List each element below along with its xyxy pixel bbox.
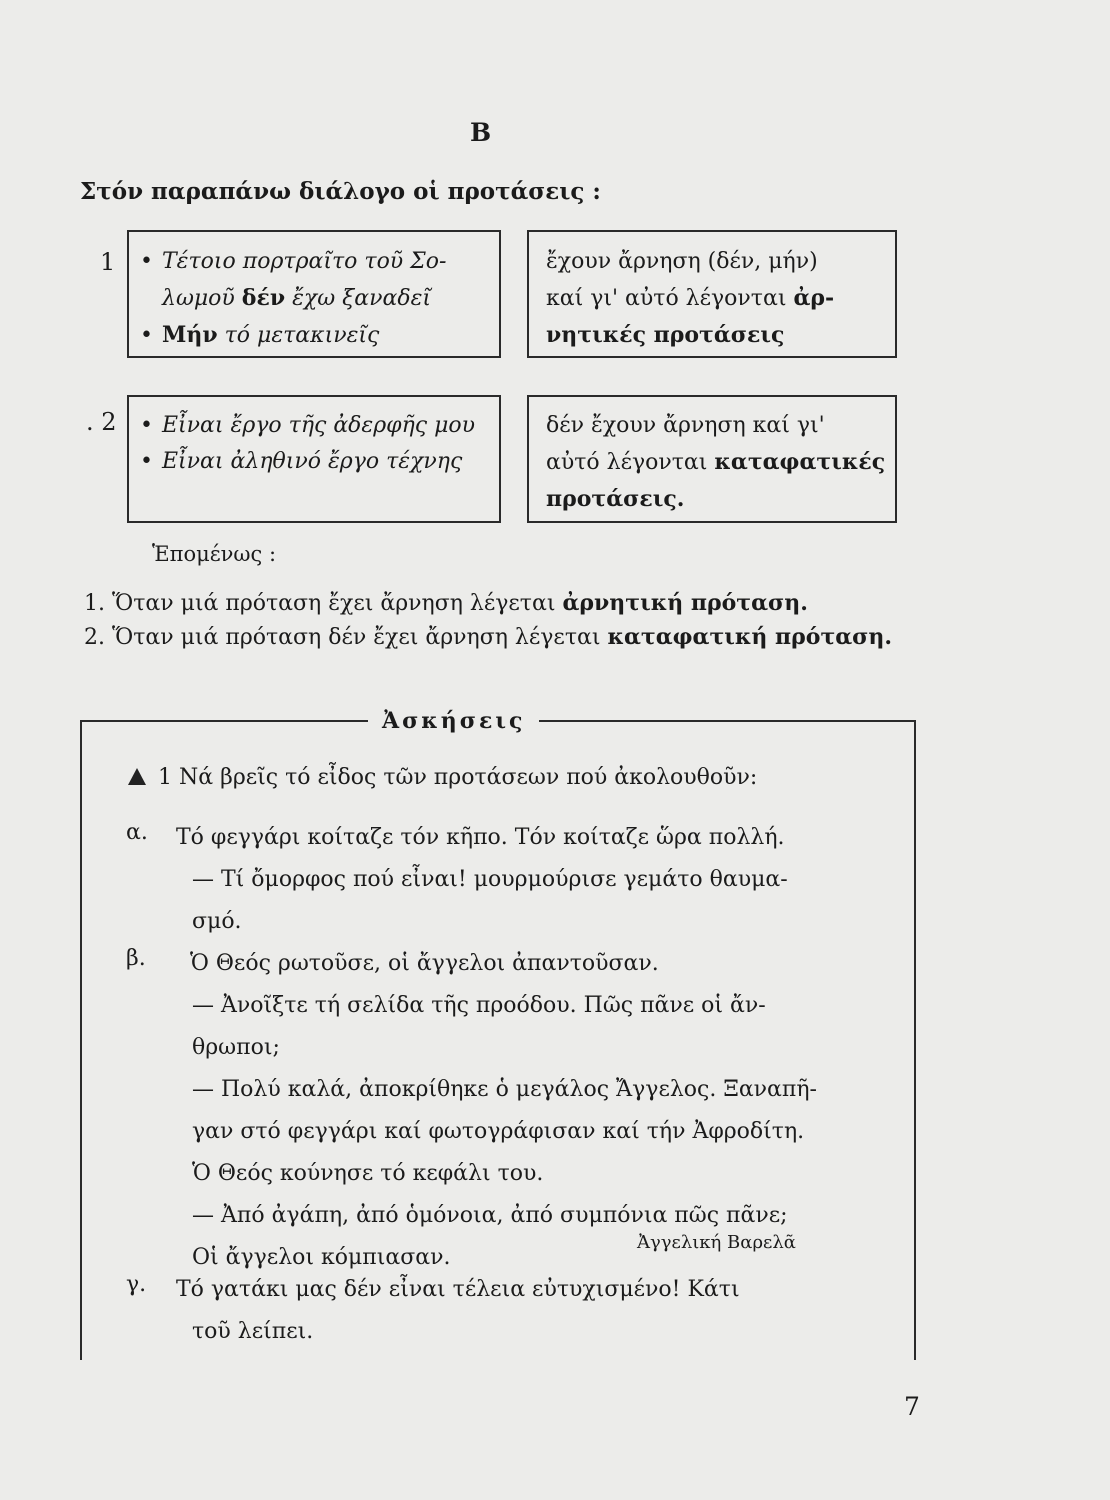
section-letter: Β [470,118,492,147]
exercise-prompt [128,765,757,790]
group1-examples [140,244,446,354]
key-term: ἀρ- [793,285,835,311]
therefore-label: Ἑπομένως : [152,542,277,566]
rule-text: Ὅταν μιά πρόταση ἔχει ἄρνηση λέγεται [112,591,563,616]
exercises-title: Ἀσκήσεις [368,708,539,734]
key-term: προτάσεις. [546,486,685,512]
bullet-icon: • [140,323,153,348]
bullet-icon: • [140,413,153,438]
negation-word: Μήν [162,322,218,348]
group-number: . 2 [86,408,117,436]
rule-line [84,624,892,650]
passage-line: Ὁ Θεός κούνησε τό κεφάλι του. [192,1161,544,1186]
rule-term: ἀρνητική πρόταση. [562,590,808,616]
exercise-number: 1 [158,765,172,790]
explanation-line [546,408,885,444]
passage-line: Τό γατάκι μας δέν εἶναι τέλεια εὐτυχισμένο! Κάτι [176,1277,740,1302]
example-text: Εἶναι ἔργο τῆς ἀδερφῆς μου [162,413,475,438]
bullet-icon: • [140,249,153,274]
group1-explanation [546,244,834,354]
rule-text: Ὅταν μιά πρόταση δέν ἔχει ἄρνηση λέγεται [112,625,608,650]
explanation-text: ἔχουν ἄρνηση (δέν, μήν) [546,249,818,274]
rule-number: 2. [84,625,105,650]
bullet-icon: • [140,449,153,474]
group2-explanation [546,408,885,518]
explanation-text: δέν ἔχουν ἄρνηση καί γι' [546,413,825,438]
passage-line: γαν στό φεγγάρι καί φωτογράφισαν καί τήν Ἀφροδίτη. [192,1119,805,1144]
page-number: 7 [904,1392,920,1421]
explanation-line [546,444,885,481]
explanation-text: αὐτό λέγονται [546,450,715,475]
passage-line: σμό. [192,909,242,934]
passage-line: θρωποι; [192,1035,280,1060]
explanation-text: καί γι' αὐτό λέγονται [546,286,794,311]
explanation-line [546,280,834,317]
rule-term: καταφατική πρόταση. [607,624,893,650]
group2-examples [140,408,475,480]
item-label: γ. [126,1272,147,1297]
passage-line: τοῦ λείπει. [192,1319,314,1344]
example-line [140,408,475,444]
example-line [140,317,446,354]
passage-line: Τό φεγγάρι κοίταζε τόν κῆπο. Τόν κοίταζε ὥρα πολλή. [176,825,785,850]
intro-heading: Στόν παραπάνω διάλογο οἱ προτάσεις : [80,178,601,205]
passage-line: — Ἀπό ἀγάπη, ἀπό ὁμόνοια, ἀπό συμπόνια πῶς πᾶνε; [192,1203,788,1228]
item-label: α. [126,820,148,845]
group-number: 1 [100,248,116,276]
key-term: νητικές προτάσεις [546,322,785,348]
rule-line [84,590,808,616]
example-text: τό μετακινεῖς [217,323,380,348]
passage-line: — Τί ὄμορφος πού εἶναι! μουρμούρισε γεμάτο θαυμα- [192,867,788,892]
example-text: Τέτοιο πορτραῖτο τοῦ Σο- [162,249,447,274]
negation-word: δέν [241,285,286,311]
explanation-line [546,481,885,518]
passage-line: Οἱ ἄγγελοι κόμπιασαν. [192,1245,451,1270]
explanation-line [546,317,834,354]
example-line [140,280,446,317]
passage-line: — Πολύ καλά, ἀποκρίθηκε ὁ μεγάλος Ἄγγελος. Ξαναπῆ- [192,1077,817,1102]
triangle-marker-icon [128,768,146,785]
example-line [140,244,446,280]
explanation-line [546,244,834,280]
passage-line: Ὁ Θεός ρωτοῦσε, οἱ ἄγγελοι ἀπαντοῦσαν. [190,951,659,976]
example-text: Εἶναι ἀληθινό ἔργο τέχνης [162,449,463,474]
example-text: ἔχω ξαναδεῖ [285,286,432,311]
rule-number: 1. [84,591,105,616]
item-label: β. [126,946,146,971]
exercise-prompt-text: Νά βρεῖς τό εἶδος τῶν προτάσεων πού ἀκολουθοῦν: [179,765,758,790]
author-name: Ἀγγελική Βαρελᾶ [637,1232,796,1253]
passage-line: — Ἀνοῖξτε τή σελίδα τῆς προόδου. Πῶς πᾶνε οἱ ἄν- [192,993,766,1018]
example-text: λωμοῦ [162,286,242,311]
example-line [140,444,475,480]
key-term: καταφατικές [714,449,886,475]
